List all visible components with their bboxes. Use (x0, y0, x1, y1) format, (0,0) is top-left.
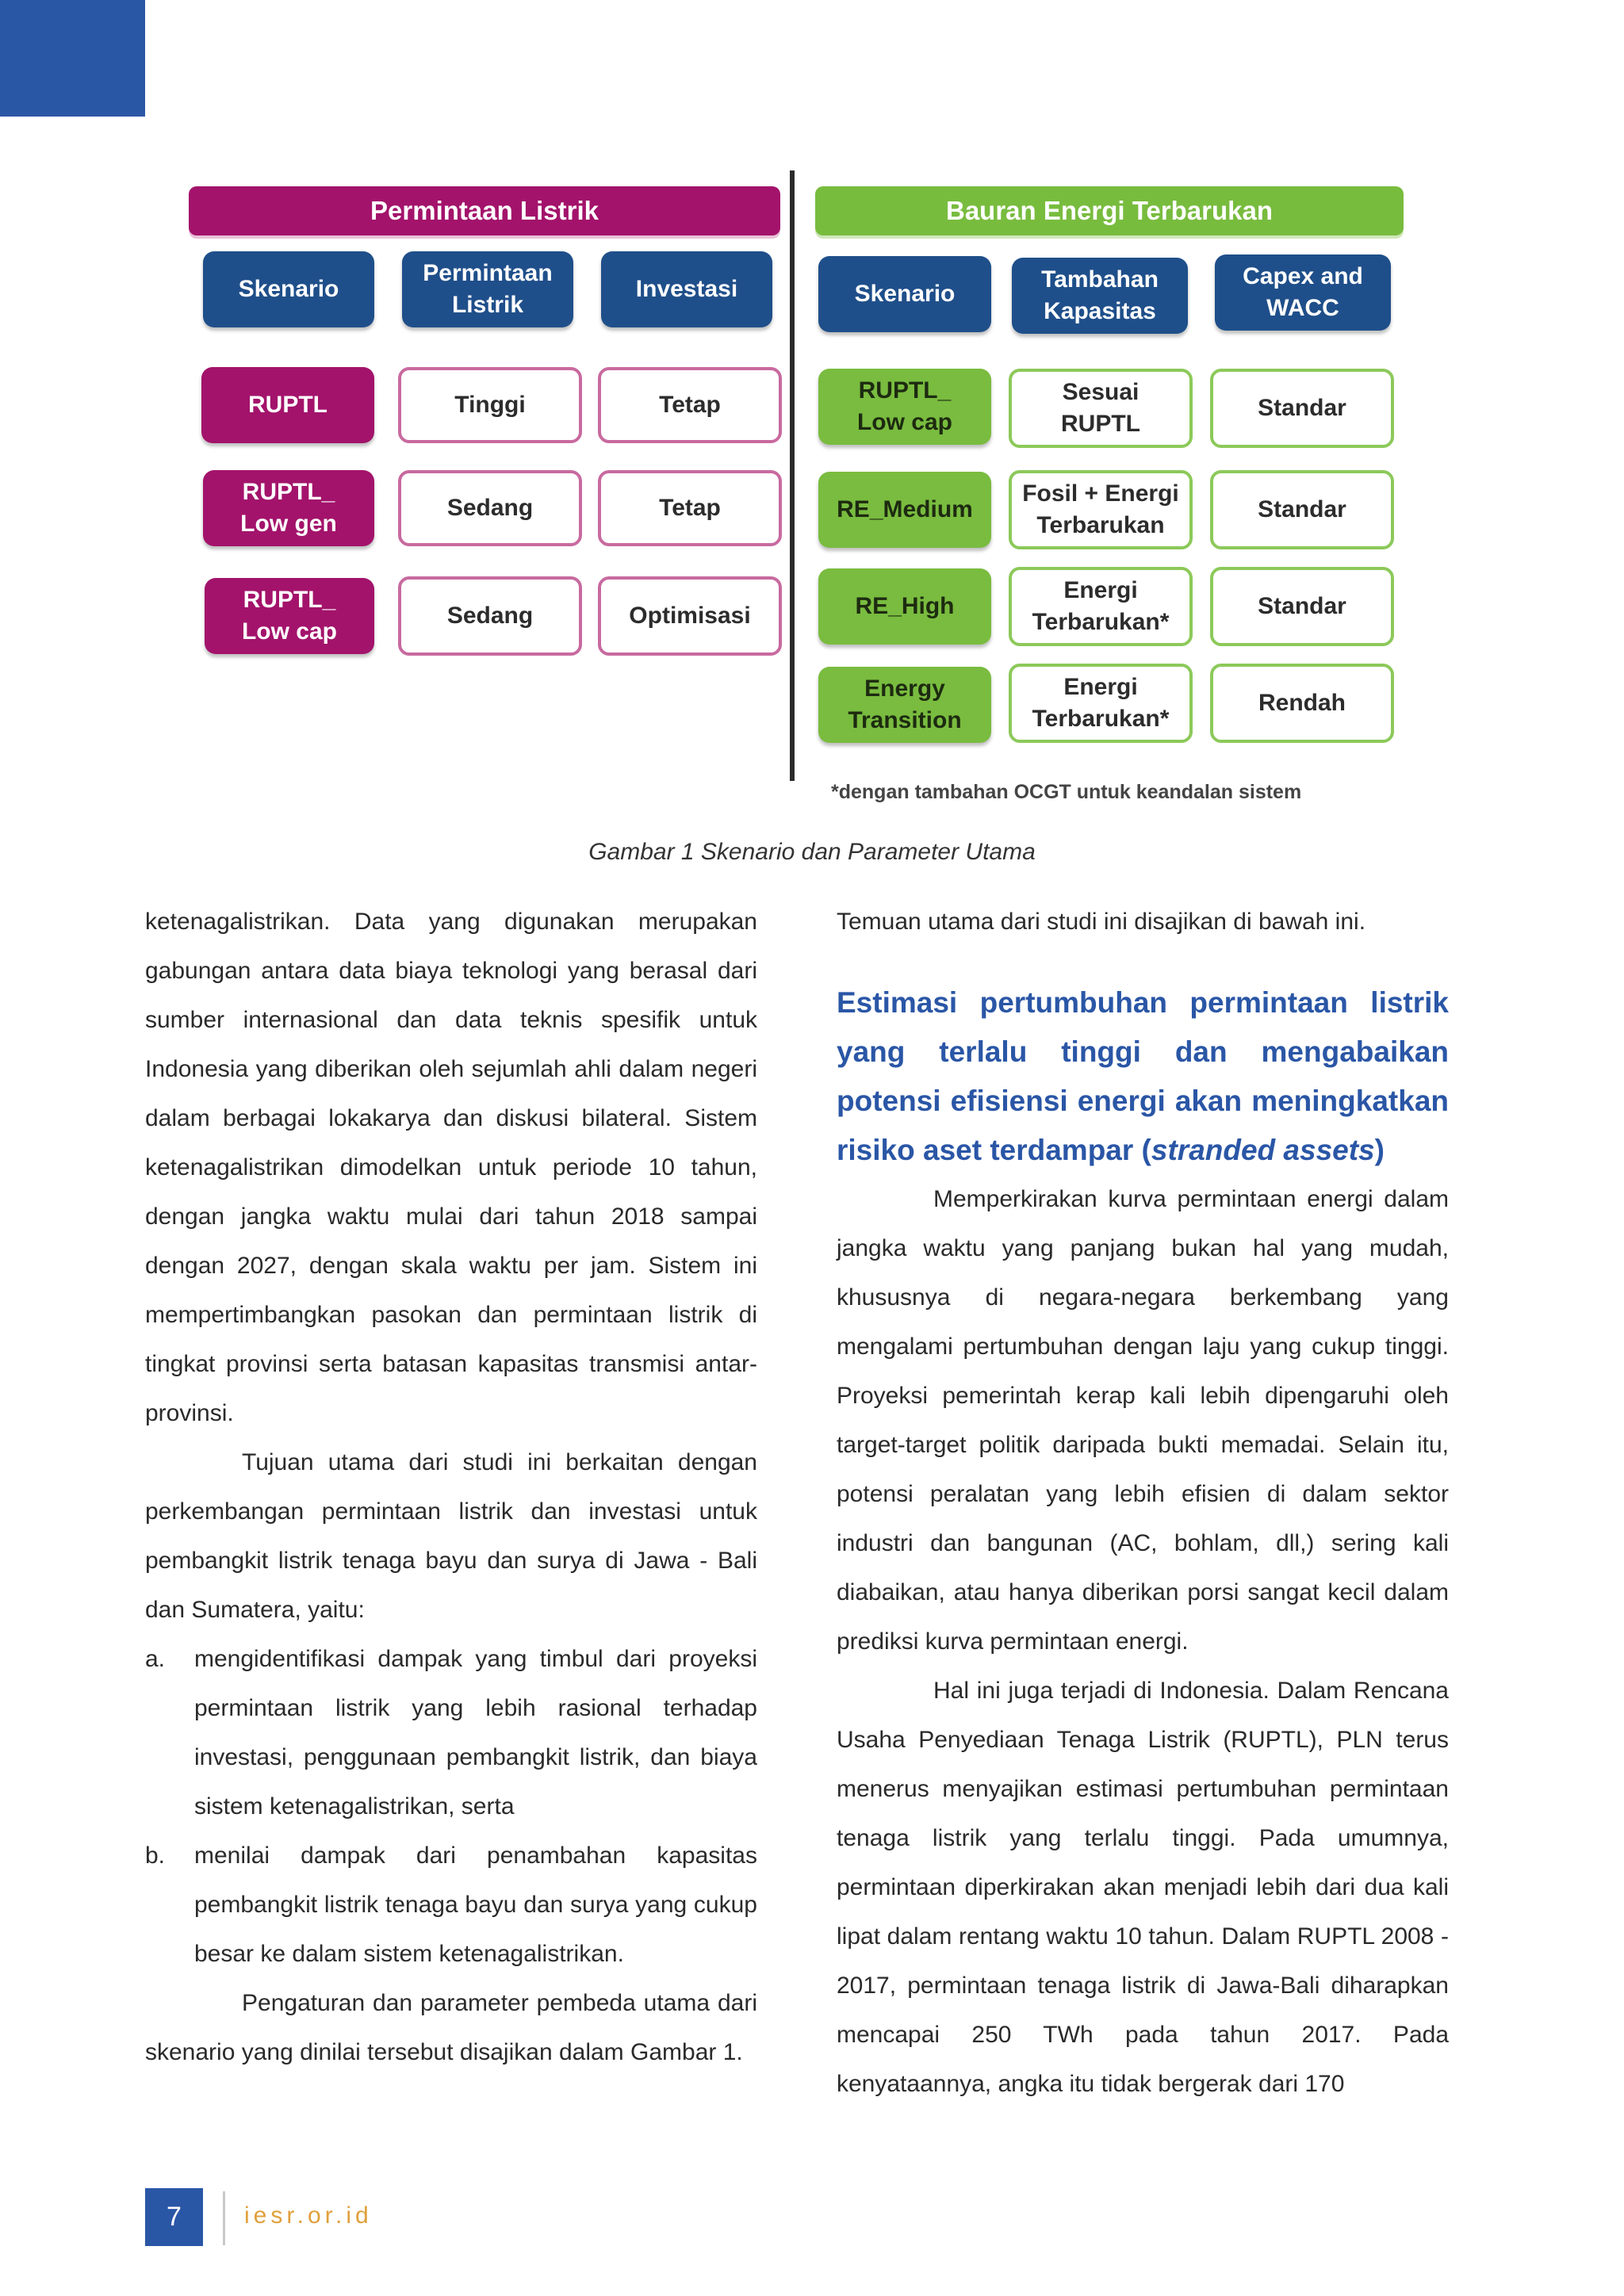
paragraph: Memperkirakan kurva permintaan energi dalam jangka waktu yang panjang bukan hal yang mudah, khususnya di negara-negara berkembang yang mengalami pertumbuhan dengan laju yang cukup tinggi. Proyeksi pemerintah kerap kali lebih dipengaruhi oleh target-target politik daripada bukti memadai. Selain itu, potensi peralatan yang lebih efisien di dalam sektor industri dan bangunan (AC, bohlam, dll,) sering kali diabaikan, atau hanya diberikan porsi sangat kecil dalam prediksi kurva permintaan energi. (837, 1186, 1449, 1655)
right-capex-cell: Standar (1210, 567, 1394, 646)
right-capex-cell: Standar (1210, 470, 1394, 549)
left-header-permintaan: Permintaan Listrik (402, 251, 573, 327)
right-capacity-cell: Energi Terbarukan* (1009, 567, 1193, 646)
footer-website: iesr.or.id (244, 2202, 373, 2229)
figure-caption: Gambar 1 Skenario dan Parameter Utama (588, 839, 1036, 865)
right-header-tambahan-kapasitas: Tambahan Kapasitas (1012, 258, 1188, 334)
right-scenario-re-medium: RE_Medium (818, 472, 991, 548)
paragraph: ketenagalistrikan. Data yang digunakan merupakan gabungan antara data biaya teknologi yang berasal dari sumber internasional dan data teknis spesifik untuk Indonesia yang diberikan oleh sejumlah ahli dalam negeri dalam berbagai lokakarya dan diskusi bilateral. Sistem ketenagalistrikan dimodelkan untuk periode 10 tahun, dengan jangka waktu mulai dari tahun 2018 sampai dengan 2027, dengan skala waktu per jam. Sistem ini mempertimbangkan pasokan dan permintaan listrik di tingkat provinsi serta batasan kapasitas transmisi antar-provinsi. (145, 909, 757, 1426)
figure-divider (790, 170, 795, 781)
right-column (837, 897, 1449, 2109)
right-scenario-energy-transition: Energy Transition (818, 667, 991, 743)
left-scenario-ruptl-low-gen: RUPTL_ Low gen (203, 470, 374, 546)
right-capacity-cell: Sesuai RUPTL (1009, 369, 1193, 448)
right-capacity-cell: Energi Terbarukan* (1009, 664, 1193, 743)
heading-emphasis: stranded assets (1151, 1134, 1375, 1166)
right-header-capex-wacc: Capex and WACC (1215, 254, 1391, 331)
right-scenario-re-high: RE_High (818, 568, 991, 645)
list-item (145, 1635, 757, 1831)
left-investment-cell: Tetap (598, 470, 782, 546)
right-scenario-ruptl-low-cap: RUPTL_ Low cap (818, 369, 991, 445)
corner-accent-block (0, 0, 145, 117)
left-header-investasi: Investasi (601, 251, 772, 327)
right-capex-cell: Standar (1210, 369, 1394, 448)
page-number: 7 (145, 2188, 203, 2246)
list-text: menilai dampak dari penambahan kapasitas pembangkit listrik tenaga bayu dan surya yang cukup besar ke dalam sistem ketenagalistrikan. (194, 1843, 757, 1967)
heading-text-end: ) (1374, 1134, 1385, 1166)
list-marker: b. (145, 1843, 166, 1869)
left-column (145, 897, 757, 2077)
paragraph: Pengaturan dan parameter pembeda utama dari skenario yang dinilai tersebut disajikan dalam Gambar 1. (145, 1990, 757, 2065)
left-investment-cell: Tetap (598, 367, 782, 443)
right-capacity-cell: Fosil + Energi Terbarukan (1009, 470, 1193, 549)
paragraph: Temuan utama dari studi ini disajikan di bawah ini. (837, 909, 1366, 935)
banner-permintaan-listrik: Permintaan Listrik (189, 186, 780, 235)
paragraph: Tujuan utama dari studi ini berkaitan dengan perkembangan permintaan listrik dan investasi untuk pembangkit listrik tenaga bayu dan surya di Jawa - Bali dan Sumatera, yaitu: (145, 1449, 757, 1623)
right-header-skenario: Skenario (818, 256, 991, 332)
paragraph: Hal ini juga terjadi di Indonesia. Dalam Rencana Usaha Penyediaan Tenaga Listrik (RUPTL), PLN terus menerus menyajikan estimasi pertumbuhan permintaan tenaga listrik yang terlalu tinggi. Pada umumnya, permintaan diperkirakan akan menjadi lebih dari dua kali lipat dalam rentang waktu 10 tahun. Dalam RUPTL 2008 - 2017, permintaan tenaga listrik di Jawa-Bali diharapkan mencapai 250 TWh pada tahun 2017. Pada kenyataannya, angka itu tidak bergerak dari 170 (837, 1678, 1449, 2097)
left-demand-cell: Sedang (398, 576, 582, 656)
left-demand-cell: Tinggi (398, 367, 582, 443)
left-header-skenario: Skenario (203, 251, 374, 327)
list-marker: a. (145, 1646, 166, 1672)
heading-text: Estimasi pertumbuhan permintaan listrik yang terlalu tinggi dan mengabaikan potensi efisiensi energi akan meningkatkan risiko aset terdampar ( (837, 986, 1449, 1166)
figure-footnote: *dengan tambahan OCGT untuk keandalan sistem (831, 781, 1302, 803)
banner-bauran-energi: Bauran Energi Terbarukan (815, 186, 1404, 235)
left-scenario-ruptl: RUPTL (201, 367, 374, 443)
left-demand-cell: Sedang (398, 470, 582, 546)
scenario-figure (182, 170, 1419, 805)
left-scenario-ruptl-low-cap: RUPTL_ Low cap (205, 578, 374, 654)
footer-divider (223, 2191, 225, 2245)
right-capex-cell: Rendah (1210, 664, 1394, 743)
list-item (145, 1831, 757, 1979)
list-text: mengidentifikasi dampak yang timbul dari proyeksi permintaan listrik yang lebih rasional terhadap investasi, penggunaan pembangkit listrik, dan biaya sistem ketenagalistrikan, serta (194, 1646, 757, 1820)
section-heading (837, 978, 1449, 1175)
left-investment-cell: Optimisasi (598, 576, 782, 656)
